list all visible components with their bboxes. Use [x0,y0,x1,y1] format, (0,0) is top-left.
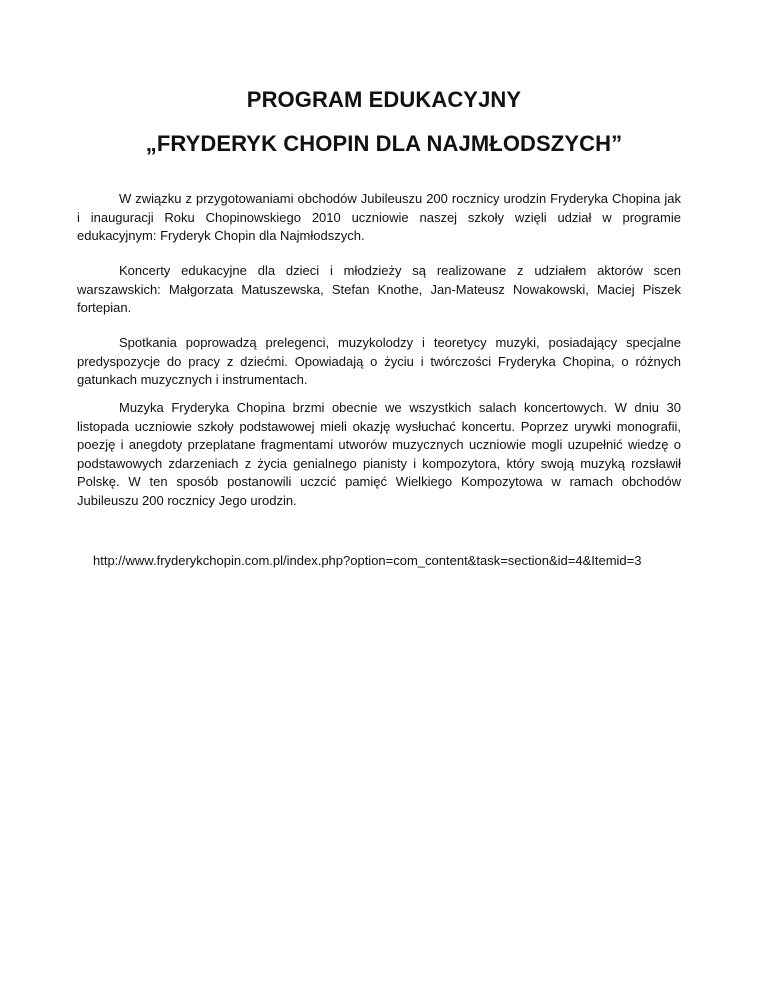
source-url: http://www.fryderykchopin.com.pl/index.php?option=com_content&task=section&id=4&Itemid=3 [93,553,642,568]
title-line-1: PROGRAM EDUKACYJNY [246,87,522,112]
paragraph-1: W związku z przygotowaniami obchodów Jubileuszu 200 rocznicy urodzin Fryderyka Chopina jak i inauguracji Roku Chopinowskiego 2010 uczniowie naszej szkoły wzięli udział w programie edukacyjnym: Fryderyk Chopin dla Najmłodszych. [77,191,681,243]
paragraph-2: Koncerty edukacyjne dla dzieci i młodzieży są realizowane z udziałem aktorów scen warszawskich: Małgorzata Matuszewska, Stefan Knothe, Jan-Mateusz Nowakowski, Maciej Piszek fortepian. [77,263,681,315]
paragraph-3: Spotkania poprowadzą prelegenci, muzykolodzy i teoretycy muzyki, posiadający specjalne predyspozycje do pracy z dziećmi. Opowiadają o życiu i twórczości Fryderyka Chopina, o różnych gatunkach muzycznych i instrumentach. [77,335,681,387]
paragraph-4: Muzyka Fryderyka Chopina brzmi obecnie we wszystkich salach koncertowych. W dniu 30 listopada uczniowie szkoły podstawowej mieli okazję wysłuchać koncertu. Poprzez urywki monografii, poezję i anegdoty przeplatane fragmentami utworów muzycznych uczniowie mogli uzupełnić wiedzę o podstawowych zdarzeniach z życia genialnego pianisty i kompozytora, który swoją muzyką rozsławił Polskę. W ten sposób postanowili uczcić pamięć Wielkiego Kompozytowa w ramach obchodów Jubileuszu 200 rocznicy Jego urodzin. [77,400,681,508]
title-line-2: „FRYDERYK CHOPIN DLA NAJMŁODSZYCH” [145,131,623,156]
